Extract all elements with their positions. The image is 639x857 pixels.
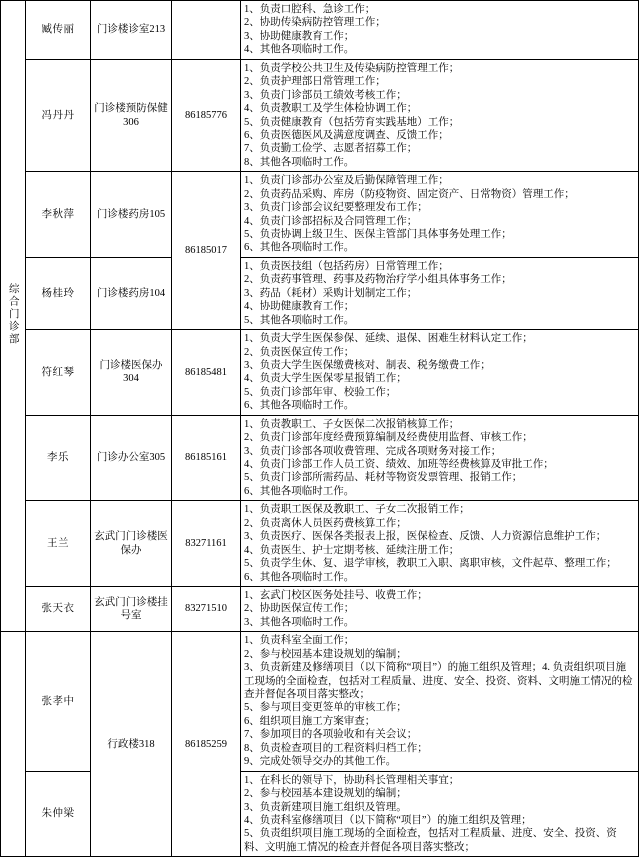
table-row [1,586,639,631]
duty-line: 3、药品（耗材）采购计划制定工作； [244,287,418,299]
duty-line: 5、负责协调上级卫生、医保主管部门具体事务处理工作； [244,229,512,240]
phone-number: 86185259 [172,632,241,857]
duty-line: 3、负责医疗、医保各类报表上报，医保检查、反馈、人力资源信息维护工作； [244,531,607,543]
duty-line: 1、负责大学生医保参保、延续、退保、困难生材料认定工作； [244,333,533,345]
phone-number: 86185481 [172,330,241,416]
duty-line: 6、组织项目施工方案审查； [244,715,376,727]
duty-line: 2、协助传染病防控管理工作； [244,17,386,29]
duty-line: 1、玄武门校区医务处挂号、收费工作； [244,589,428,601]
duty-line: 2、负责离休人员医药费核算工作； [244,517,407,529]
person-name: 李秋萍 [26,172,91,258]
person-name: 朱仲梁 [26,771,91,857]
person-name: 臧传丽 [26,1,91,60]
duty-list [241,257,639,329]
duty-line: 4、负责门诊部招标及合同管理工作； [244,215,418,227]
phone-number [172,1,241,60]
department-cell [1,632,26,857]
duty-line: 4、其他各项临时工作。 [244,44,355,56]
duty-line: 5、负责健康教育（包括劳育实践基地）工作； [244,116,460,128]
duty-line: 2、参与校园基本建设规划的编制； [244,648,407,660]
duty-list [241,632,639,771]
duty-line: 3、负责门诊部员工绩效考核工作； [244,89,407,101]
duty-line: 4、负责大学生医保零星报销工作； [244,373,407,385]
duty-line: 5、参与项目变更签单的审核工作； [244,702,407,714]
duty-line: 4、负责科室修缮项目（以下简称“项目”）的施工组织及管理； [244,814,532,826]
duty-line: 5、其他各项临时工作。 [244,314,355,326]
person-name: 张天衣 [26,586,91,631]
duty-line: 2、负责门诊部年度经费预算编制及经费使用监督、审核工作； [244,432,533,444]
department-cell [1,1,26,632]
person-name: 冯丹丹 [26,59,91,172]
duty-list [241,59,639,172]
duty-list [241,172,639,258]
duty-line: 1、负责学校公共卫生及传染病防控管理工作； [244,62,460,74]
table-row [1,172,639,258]
duty-line: 1、负责教职工、子女医保二次报销核算工作； [244,418,460,430]
duty-line: 5、负责门诊部所需药品、耗材等物资发票管理、报销工作； [244,472,523,484]
duty-line: 3、负责大学生医保缴费核对、制表、税务缴费工作； [244,359,491,371]
duty-line: 3、协助健康教育工作； [244,30,355,42]
duty-list [241,1,639,60]
duty-line: 2、负责医保宣传工作； [244,346,355,358]
office-location: 门诊楼诊室213 [91,1,172,60]
office-location: 门诊楼药房105 [91,172,172,258]
duty-line: 4、负责医生、护士定期考核、延续注册工作； [244,544,460,556]
office-location: 门诊楼医保办304 [91,330,172,416]
duty-line: 2、负责药事管理、药事及药物治疗学小组具体事务工作； [244,274,512,286]
office-location: 门诊楼预防保健306 [91,59,172,172]
duty-list [241,501,639,587]
duty-line: 2、负责药品采购、库房（防疫物资、固定资产、日常物资）管理工作； [244,188,575,200]
table-row [1,330,639,416]
duty-line: 7、负责勤工俭学、志愿者招募工作； [244,143,418,155]
office-location: 门诊办公室305 [91,415,172,501]
duty-line: 5、负责组织项目施工现场的全面检查，包括对工程质量、进度、安全、投资、资料、文明施工情况的检查并督促各项目落实整改； [244,828,617,853]
duty-line: 9、完成处领导交办的其他工作。 [244,756,397,768]
table-row [1,632,639,771]
duty-line: 6、其他各项临时工作。 [244,242,355,254]
duty-line: 3、负责门诊部会议纪要整理发布工作； [244,202,428,214]
phone-number: 83271161 [172,501,241,587]
duty-line: 2、参与校园基本建设规划的编制； [244,788,407,800]
person-name: 符红琴 [26,330,91,416]
office-location: 行政楼318 [91,632,172,857]
table-row [1,501,639,587]
office-location: 玄武门门诊楼挂号室 [91,586,172,631]
department-label: 综合门诊部 [7,282,19,346]
duty-line: 3、负责门诊部各项收费管理、完成各项财务对接工作； [244,445,502,457]
duty-list [241,415,639,501]
duty-line: 3、负责新建项目施工组织及管理。 [244,801,407,813]
phone-number: 83271510 [172,586,241,631]
duty-line: 1、负责职工医保及教职工、子女二次报销工作； [244,504,470,516]
duty-line: 5、负责学生休、复、退学审核，教职工入职、离职审核，文件起草、整理工作； [244,558,617,570]
duty-line: 8、其他各项临时工作。 [244,156,355,168]
table-row [1,257,639,329]
person-name: 王兰 [26,501,91,587]
duty-line: 3、负责新建及修缮项目（以下简称“项目”）的施工组织及管理；4. 负责组织项目施工现场的全面检查，包括对工程质量、进度、安全、投资、资料、文明施工情况的检查并督促各项目落实整改； [244,662,633,700]
table-row [1,59,639,172]
duty-list [241,586,639,631]
phone-number: 86185017 [172,172,241,330]
person-name: 李乐 [26,415,91,501]
office-location: 玄武门门诊楼医保办 [91,501,172,587]
duty-line: 1、负责科室全面工作； [244,635,355,647]
duty-line: 1、负责门诊部办公室及后勤保障管理工作； [244,175,449,187]
table-row [1,1,639,60]
duty-line: 4、负责教职工及学生体检协调工作； [244,103,418,115]
duty-line: 4、协助健康教育工作； [244,301,355,313]
duty-line: 1、负责口腔科、急诊工作； [244,4,376,15]
phone-number: 86185161 [172,415,241,501]
duty-line: 1、负责医技组（包括药房）日常管理工作； [244,260,449,272]
duty-list [241,771,639,857]
duty-line: 3、其他各项临时工作。 [244,616,355,628]
duty-line: 6、其他各项临时工作。 [244,400,355,412]
table-row [1,415,639,501]
duty-line: 6、其他各项临时工作。 [244,485,355,497]
person-name: 张孝中 [26,632,91,771]
duty-list [241,330,639,416]
duty-line: 6、其他各项临时工作。 [244,571,355,583]
duty-line: 4、负责门诊部工作人员工资、绩效、加班等经费核算及审批工作； [244,459,554,470]
duty-line: 1、在科长的领导下，协助科长管理相关事宜； [244,774,460,786]
person-name: 杨桂玲 [26,257,91,329]
duty-line: 2、协助医保宣传工作； [244,603,355,615]
duty-line: 7、参加项目的各项验收和有关会议； [244,729,418,741]
duty-line: 2、负责护理部日常管理工作； [244,76,386,88]
duty-line: 6、负责医德医风及满意度调查、反馈工作； [244,129,449,141]
office-location: 门诊楼药房104 [91,257,172,329]
duty-line: 5、负责门诊部年审、校验工作； [244,386,397,398]
phone-number: 86185776 [172,59,241,172]
duty-line: 8、负责检查项目的工程资料归档工作； [244,742,428,754]
